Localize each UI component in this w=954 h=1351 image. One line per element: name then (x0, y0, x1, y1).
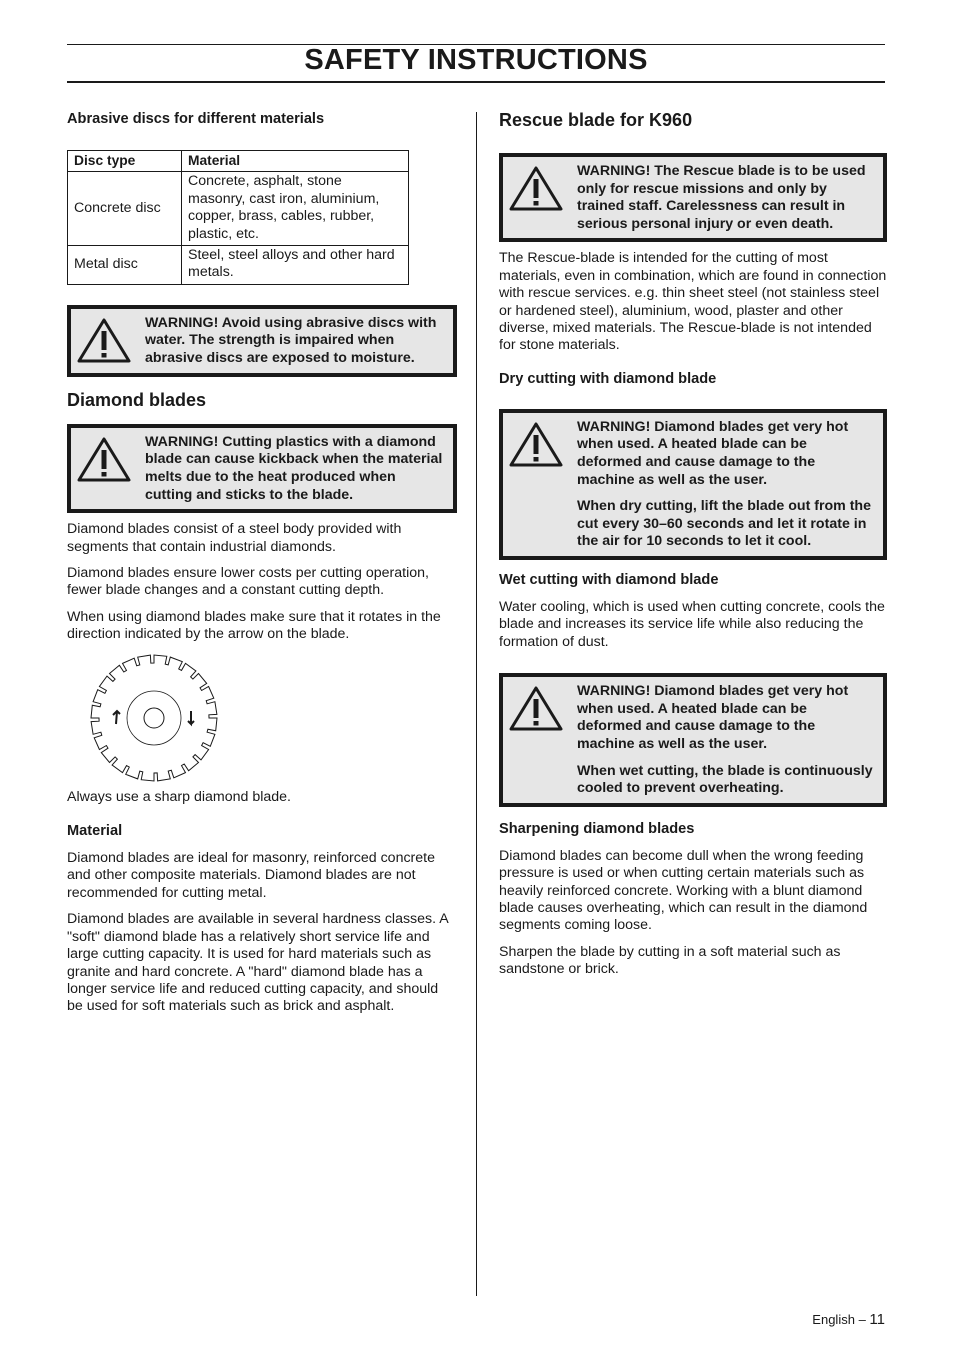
warning-triangle-icon (509, 163, 565, 233)
warning-box-rescue (499, 153, 887, 242)
column-divider (476, 112, 477, 1296)
warning-instruction: When wet cutting, the blade is continuously cooled to prevent overheating. (577, 762, 873, 797)
diamond-paragraph-2: Diamond blades ensure lower costs per cutting operation, fewer blade changes and a constant cutting depth. (67, 565, 429, 599)
warning-box-plastics (67, 424, 457, 513)
sharpening-paragraph-2: Sharpen the blade by cutting in a soft material such as sandstone or brick. (499, 943, 841, 978)
blade-flange-ring (127, 691, 181, 745)
table-row (68, 246, 409, 285)
right-column (499, 108, 887, 988)
blade-arbor-hole (144, 708, 164, 728)
table-cell-material: Steel, steel alloys and other hard metals. (182, 246, 409, 285)
warning-triangle-icon (509, 683, 565, 798)
warning-text: WARNING! The Rescue blade is to be used only for rescue missions and only by trained staff. Carelessness can result in serious personal injury or even death. (577, 163, 866, 232)
diamond-paragraph-3: When using diamond blades make sure that it rotates in the direction indicated by the arrow on the blade. (67, 608, 441, 643)
rescue-blade-heading: Rescue blade for K960 (499, 110, 693, 130)
page-number: 11 (869, 1311, 885, 1328)
sharpening-heading: Sharpening diamond blades (499, 820, 695, 837)
page-footer (812, 1311, 885, 1328)
diamond-blade-illustration (89, 653, 457, 783)
warning-box-abrasive (67, 305, 457, 377)
table-header-row (68, 151, 409, 172)
material-paragraph-2: Diamond blades are available in several hardness classes. A "soft" diamond blade has a relatively short service life and large cutting capacity. It is used for hard materials such as granite and hard concrete. A "hard" diamond blade has a longer service life and reduced cutting capacity, and should be used for soft materials such as brick and asphalt. (67, 911, 448, 1015)
wet-cutting-heading: Wet cutting with diamond blade (499, 571, 719, 588)
warning-box-wet-cutting (499, 673, 887, 807)
table-header-material: Material (182, 151, 409, 172)
blade-outline (91, 655, 217, 781)
warning-box-dry-cutting (499, 409, 887, 560)
sharp-blade-note: Always use a sharp diamond blade. (67, 788, 291, 805)
warning-triangle-icon (77, 315, 133, 368)
table-cell-disc-type: Metal disc (68, 246, 182, 285)
left-column (67, 108, 457, 1025)
warning-instruction: When dry cutting, lift the blade out from the cut every 30–60 seconds and let it rotate in the air for 10 seconds to let it cool. (577, 498, 871, 550)
warning-text: WARNING! Avoid using abrasive discs with water. The strength is impaired when abrasive discs are exposed to moisture. (145, 314, 437, 367)
page-title: SAFETY INSTRUCTIONS (304, 44, 648, 76)
warning-triangle-icon (77, 434, 133, 504)
dry-cutting-heading: Dry cutting with diamond blade (499, 370, 717, 387)
abrasive-heading: Abrasive discs for different materials (67, 111, 325, 127)
warning-text: WARNING! Diamond blades get very hot when used. A heated blade can be deformed and cause damage to the machine as well as the user. (577, 418, 849, 488)
rotation-arrow-right-icon (188, 711, 194, 724)
rescue-paragraph: The Rescue-blade is intended for the cutting of most materials, even in combination, which are found in connection with rescue services. e.g. thin sheet steel (not stainless steel or hardened steel), aluminium, wood, plaster and other diverse, mixed materials. The Rescue-blade is not intended for stone materials. (499, 250, 887, 354)
wet-cutting-paragraph: Water cooling, which is used when cutting concrete, cools the blade and increases its service life while also reducing the formation of dust. (499, 598, 885, 650)
warning-text: WARNING! Diamond blades get very hot when used. A heated blade can be deformed and cause damage to the machine as well as the user. (577, 683, 849, 752)
footer-dash: – (858, 1312, 866, 1327)
table-cell-material: Concrete, asphalt, stone masonry, cast iron, aluminium, copper, brass, cables, rubber, plastic, etc. (182, 172, 409, 246)
table-header-disc-type: Disc type (68, 151, 182, 172)
diamond-paragraph-1: Diamond blades consist of a steel body provided with segments that contain industrial diamonds. (67, 521, 402, 555)
material-heading: Material (67, 823, 123, 840)
warning-triangle-icon (509, 419, 565, 551)
table-row (68, 172, 409, 246)
table-cell-disc-type: Concrete disc (68, 172, 182, 246)
header-rule-bottom (67, 81, 885, 83)
footer-language: English (812, 1312, 855, 1327)
warning-text: WARNING! Cutting plastics with a diamond blade can cause kickback when the material melts due to the heat produced when cutting and sticks to the blade. (145, 433, 443, 503)
disc-material-table (67, 150, 409, 285)
material-paragraph-1: Diamond blades are ideal for masonry, reinforced concrete and other composite materials. Diamond blades are not recommended for cutting metal. (67, 850, 436, 901)
diamond-blades-heading: Diamond blades (67, 389, 207, 410)
rotation-arrow-left-icon (113, 711, 120, 724)
sharpening-paragraph-1: Diamond blades can become dull when the wrong feeding pressure is used or when cutting certain materials such as heavily reinforced concrete. Working with a blunt diamond blade causes overheating, which can result in the diamond segments coming loose. (499, 847, 868, 934)
